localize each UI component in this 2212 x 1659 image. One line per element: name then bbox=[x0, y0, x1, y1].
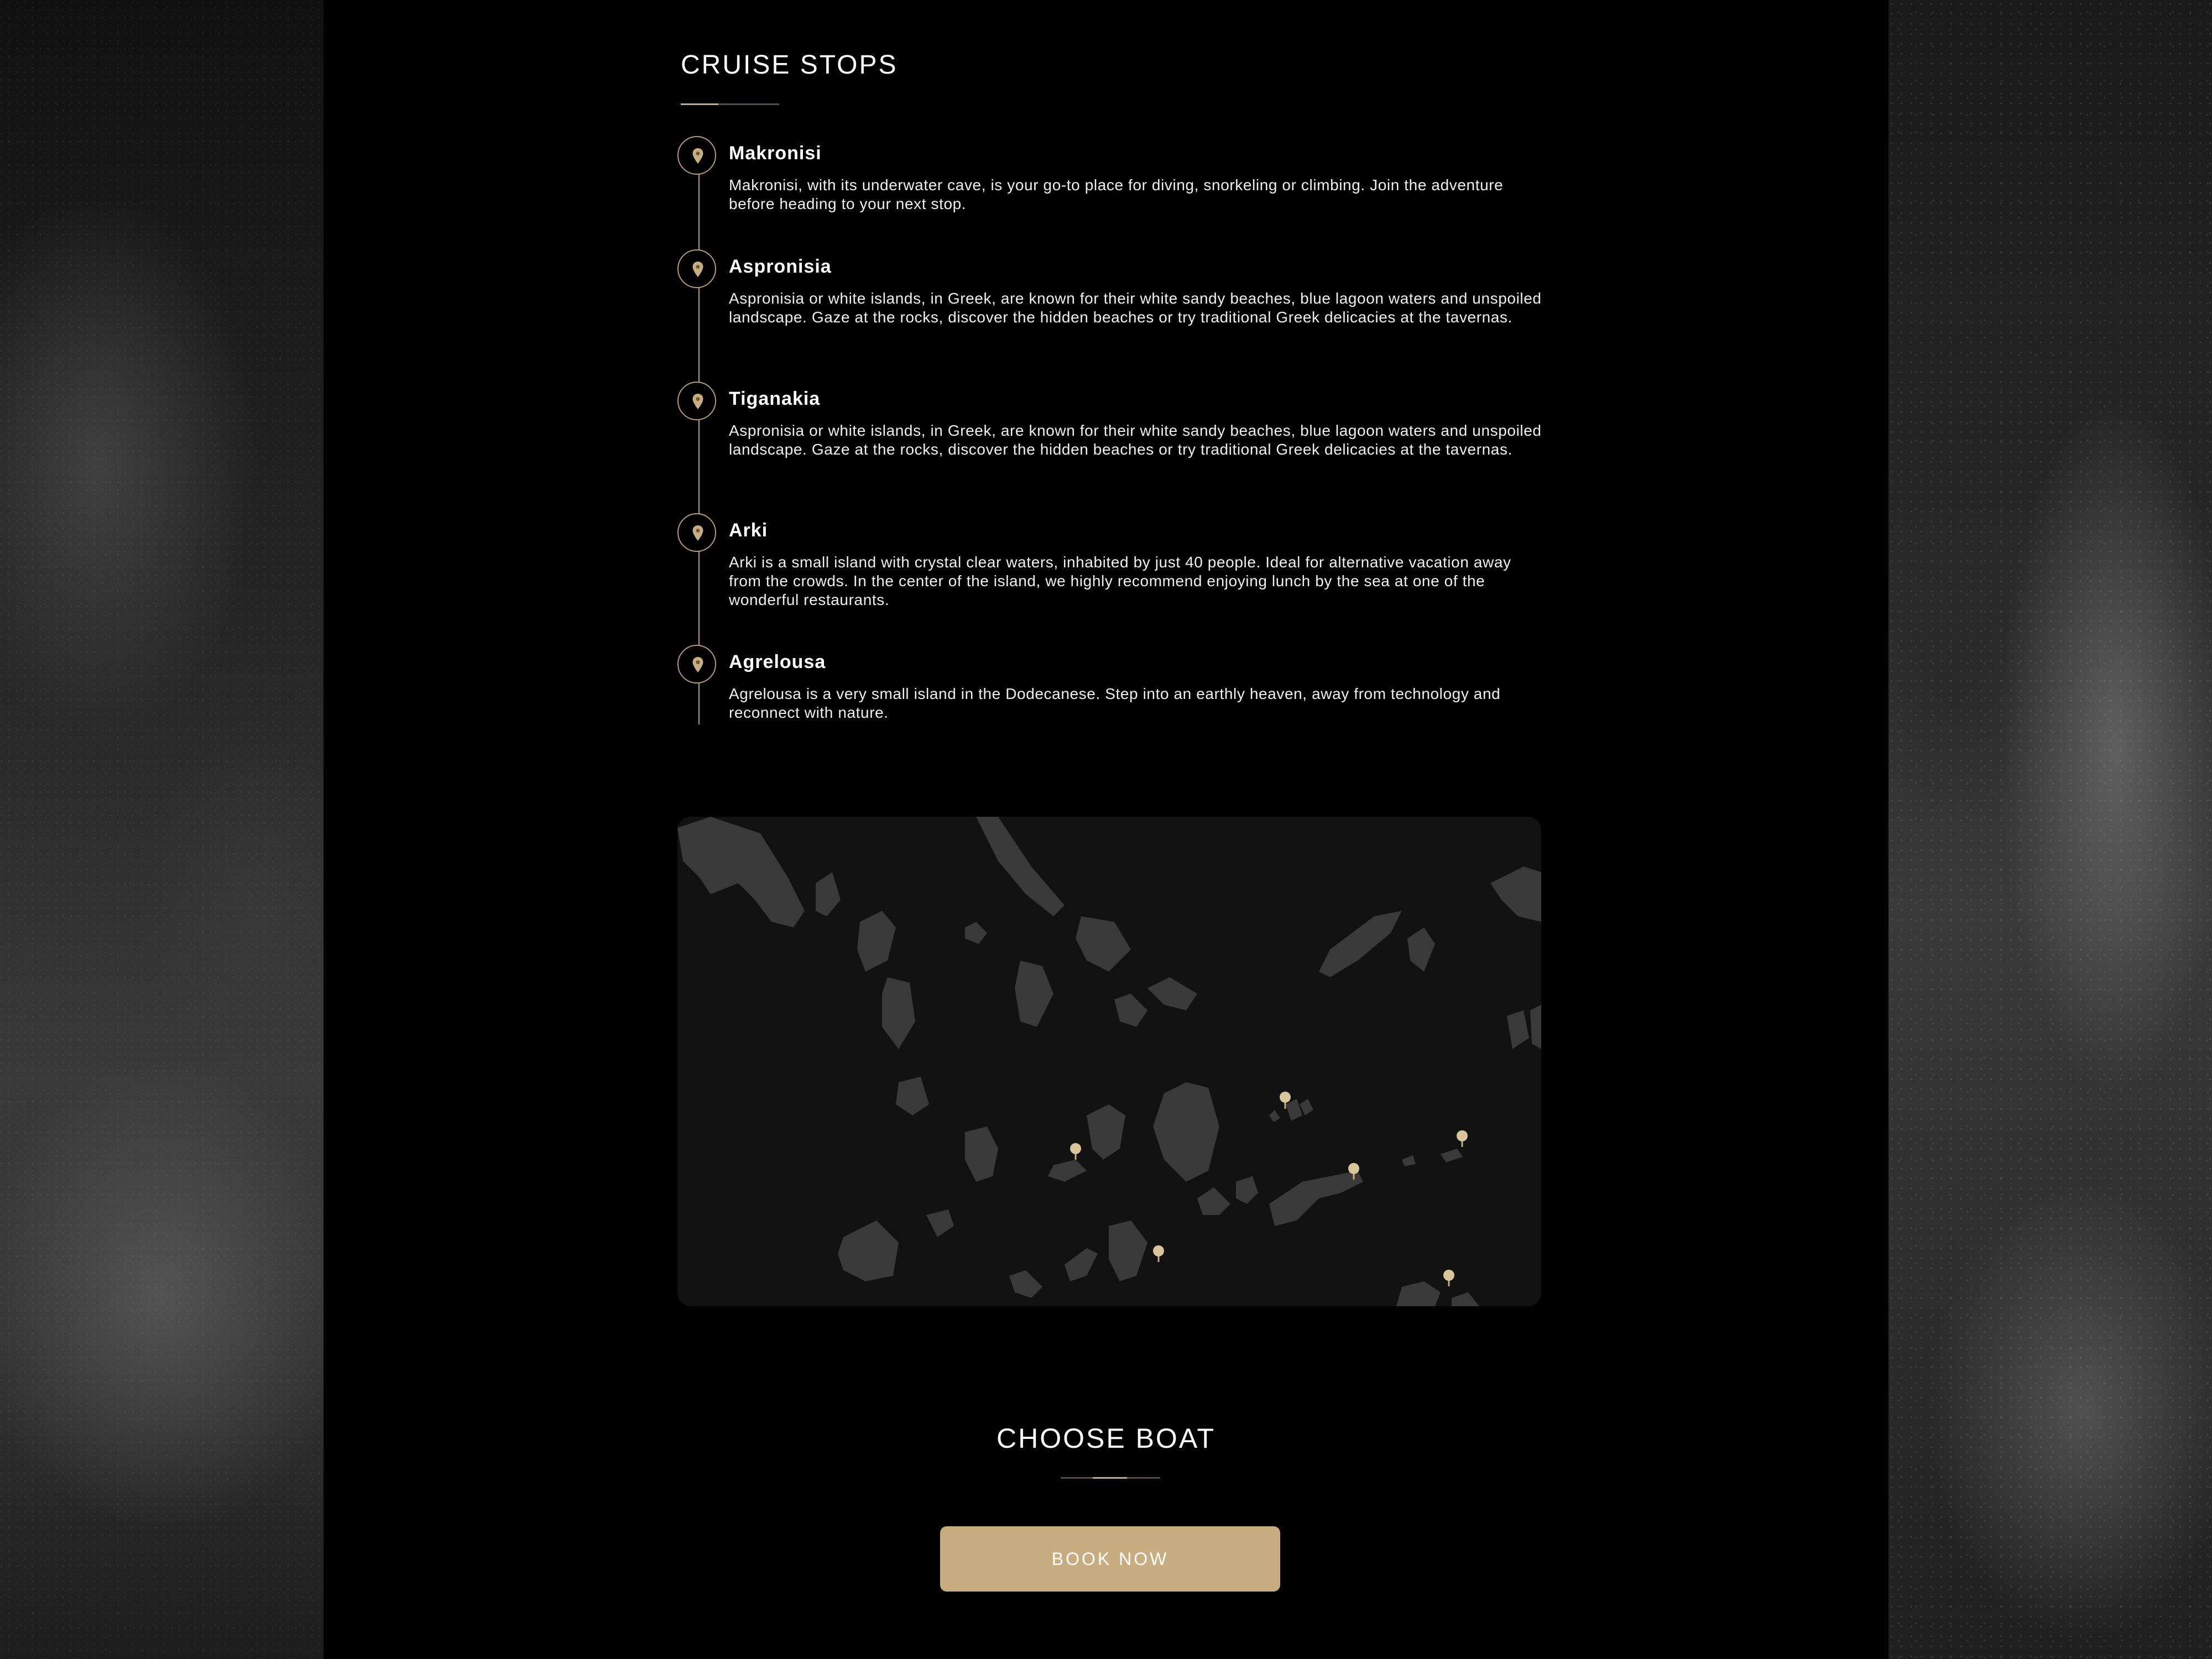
map-pin-icon bbox=[677, 645, 716, 684]
island bbox=[1109, 1220, 1147, 1281]
stop-description: Aspronisia or white islands, in Greek, are known for their white sandy beaches, blue lagoon waters and unspoiled landscape. Gaze at the rocks, discover the hidden beaches or try traditional Greek delicacies at the tavernas. bbox=[729, 290, 1542, 326]
island bbox=[1153, 1082, 1219, 1182]
island bbox=[1147, 977, 1197, 1010]
map-islands bbox=[677, 817, 1541, 1306]
stop-name: Tiganakia bbox=[729, 388, 821, 409]
island bbox=[1009, 1270, 1042, 1298]
island bbox=[1076, 916, 1131, 972]
cruise-stops-underline bbox=[681, 103, 779, 105]
timeline-line bbox=[698, 155, 700, 724]
book-now-button[interactable]: BOOK NOW bbox=[940, 1526, 1280, 1592]
island bbox=[896, 1077, 929, 1115]
map-pin-icon bbox=[677, 136, 716, 175]
island bbox=[1300, 1099, 1313, 1115]
island bbox=[1015, 961, 1053, 1027]
island bbox=[816, 872, 841, 916]
island bbox=[1114, 994, 1147, 1027]
island bbox=[1441, 1149, 1463, 1162]
stop-name: Agrelousa bbox=[729, 651, 826, 672]
island bbox=[1286, 1099, 1302, 1121]
island bbox=[965, 1126, 998, 1182]
island bbox=[1048, 1160, 1087, 1182]
stop-description: Agrelousa is a very small island in the Dodecanese. Step into an earthly heaven, away from technology and reconnect with nature. bbox=[729, 685, 1501, 721]
island bbox=[965, 922, 987, 944]
map-pin-icon[interactable] bbox=[1443, 1270, 1454, 1286]
island bbox=[1452, 1292, 1479, 1306]
island bbox=[976, 817, 1065, 916]
island bbox=[926, 1209, 954, 1237]
island bbox=[857, 911, 896, 972]
stop-description: Makronisi, with its underwater cave, is your go-to place for diving, snorkeling or climbing. Join the adventure before heading to your next stop. bbox=[729, 176, 1504, 212]
island bbox=[1065, 1248, 1098, 1281]
island bbox=[1396, 1281, 1441, 1306]
island bbox=[882, 977, 915, 1049]
left-background-image bbox=[0, 0, 324, 1659]
main-content bbox=[324, 0, 1888, 1659]
island bbox=[1197, 1187, 1230, 1215]
map-pin-icon[interactable] bbox=[1153, 1245, 1164, 1262]
cruise-stops-title: CRUISE STOPS bbox=[681, 50, 898, 80]
island bbox=[1507, 1010, 1529, 1049]
island bbox=[1087, 1104, 1125, 1160]
island bbox=[838, 1220, 899, 1281]
right-background-image bbox=[1888, 0, 2212, 1659]
stop-description: Arki is a small island with crystal clear waters, inhabited by just 40 people. Ideal for alternative vacation away from the crowds. In the center of the island, we highly recommend enjoying lunch by the sea at one of the wonderful restaurants. bbox=[729, 554, 1511, 608]
island bbox=[1490, 867, 1541, 922]
cruise-map[interactable] bbox=[677, 817, 1541, 1306]
choose-boat-underline bbox=[1061, 1477, 1160, 1479]
map-pin-icon[interactable] bbox=[1457, 1130, 1468, 1147]
island bbox=[1319, 911, 1402, 977]
island bbox=[1236, 1176, 1258, 1204]
island bbox=[1269, 1110, 1280, 1122]
map-pin-icon[interactable] bbox=[1070, 1143, 1081, 1160]
choose-boat-title: CHOOSE BOAT bbox=[996, 1423, 1215, 1454]
island bbox=[1407, 927, 1435, 972]
island bbox=[677, 817, 805, 927]
map-pin-icon bbox=[677, 382, 716, 420]
map-pin-icon bbox=[677, 513, 716, 552]
island bbox=[1402, 1155, 1416, 1166]
stop-name: Aspronisia bbox=[729, 256, 832, 277]
stop-description: Aspronisia or white islands, in Greek, are known for their white sandy beaches, blue lagoon waters and unspoiled landscape. Gaze at the rocks, discover the hidden beaches or try traditional Greek delicacies at the tavernas. bbox=[729, 422, 1542, 458]
stop-name: Arki bbox=[729, 520, 768, 541]
stop-name: Makronisi bbox=[729, 143, 822, 164]
island bbox=[1530, 1005, 1541, 1049]
map-pin-icon bbox=[677, 249, 716, 288]
